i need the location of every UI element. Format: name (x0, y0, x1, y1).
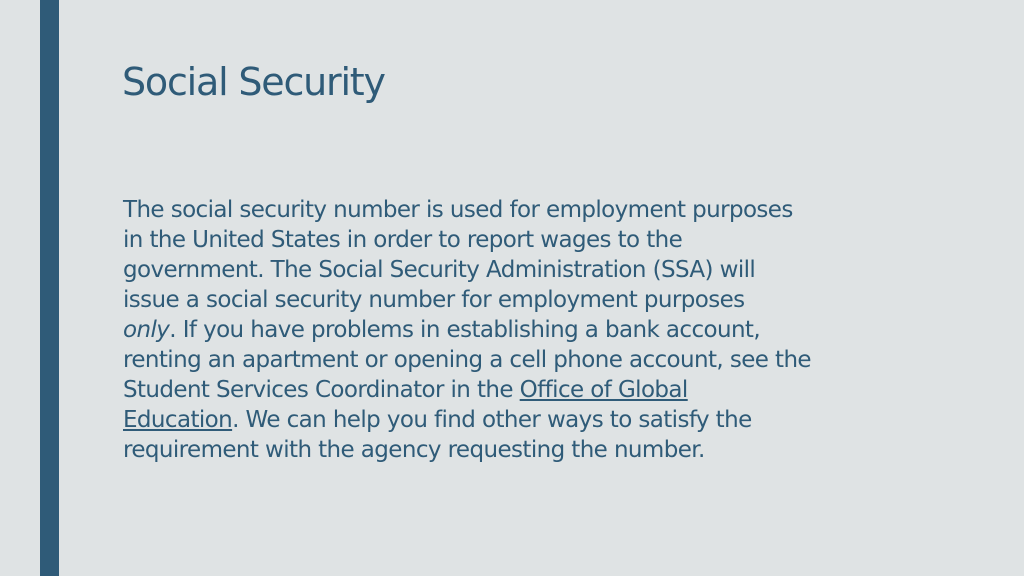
body-line-6: renting an apartment or opening a cell phone account, see the (123, 347, 811, 373)
body-paragraph (123, 195, 943, 465)
body-line-5-rest: . If you have problems in establishing a bank account, (169, 317, 761, 343)
body-line-2: in the United States in order to report wages to the (123, 227, 683, 253)
body-line-4: issue a social security number for employment purposes (123, 287, 745, 313)
body-line-8 (123, 405, 943, 435)
emphasis-only: only (123, 317, 170, 343)
office-of-global-education-link-continued[interactable]: Education (123, 407, 233, 433)
body-line-7 (123, 375, 943, 405)
slide-title: Social Security (122, 60, 385, 104)
body-line-1: The social security number is used for employment purposes (123, 197, 793, 223)
body-line-5 (123, 315, 943, 345)
left-accent-bar (40, 0, 59, 576)
body-line-8-text: . We can help you find other ways to satisfy the (232, 407, 752, 433)
body-line-9: requirement with the agency requesting the number. (123, 437, 705, 463)
body-line-3: government. The Social Security Administration (SSA) will (123, 257, 756, 283)
body-line-7-text: Student Services Coordinator in the (123, 377, 520, 403)
office-of-global-education-link[interactable]: Office of Global (519, 377, 688, 403)
